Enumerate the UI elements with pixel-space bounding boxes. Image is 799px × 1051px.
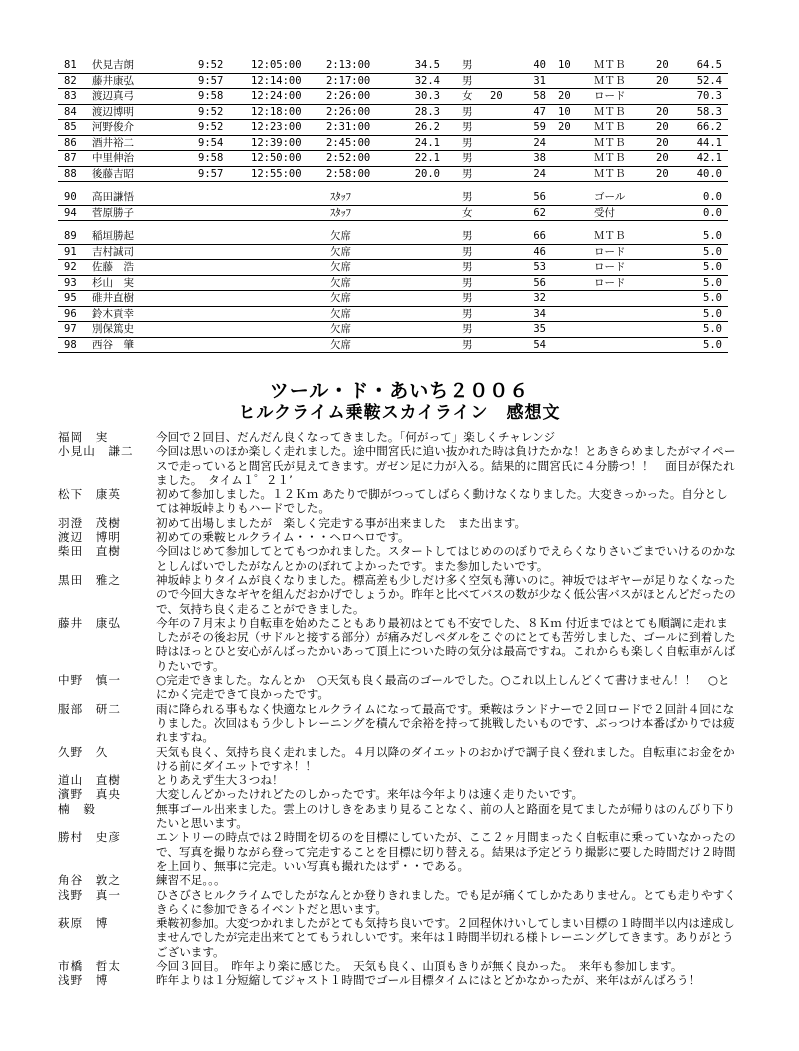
- entry-status: 欠席: [330, 292, 351, 304]
- table-row: [58, 206, 728, 222]
- entry-number: 88: [64, 167, 77, 180]
- author-name: 浅野 博: [58, 973, 109, 988]
- entry-number: 87: [64, 152, 77, 164]
- elapsed-time: 2:26:00: [326, 90, 371, 102]
- start-time: 9:52: [198, 105, 224, 118]
- sex: 男: [462, 323, 473, 335]
- essay-text: 初めて参加しました。１２Ｋｍ あたりで脚がつってしばらく動けなくなりました。大変きっかった。自分としては神坂峠よりもハードでした。: [156, 487, 728, 516]
- essay-entry: [58, 787, 738, 801]
- finish-time: 12:14:00: [251, 74, 302, 87]
- table-row: [58, 120, 728, 136]
- class-points: 20: [656, 167, 669, 180]
- elapsed-time: 2:45:00: [326, 136, 371, 149]
- essay-entry: [58, 430, 738, 444]
- bike-type: ロード: [594, 245, 626, 258]
- sex: 男: [462, 105, 473, 118]
- entry-number: 95: [64, 292, 77, 304]
- author-name: 中野 慎一: [58, 673, 121, 688]
- essay-entry: [58, 773, 738, 787]
- rider-name: 稲垣勝起: [92, 230, 134, 242]
- sex: 男: [462, 261, 473, 273]
- score: 5.0: [703, 338, 722, 351]
- rider-name: 鈴木貢幸: [92, 307, 134, 320]
- author-name: 羽澄 茂樹: [58, 515, 121, 530]
- entry-number: 86: [64, 136, 77, 149]
- score: 5.0: [703, 292, 722, 304]
- entry-number: 92: [64, 261, 77, 273]
- bike-type: ＭＴＢ: [594, 121, 626, 133]
- essay-entry: [58, 702, 738, 745]
- table-row: [58, 89, 728, 105]
- essay-text: とりあえず生大３つね！: [156, 773, 284, 788]
- results-finishers: [58, 58, 728, 182]
- age: 59: [533, 121, 546, 133]
- start-time: 9:52: [198, 121, 224, 133]
- table-row: [58, 58, 728, 74]
- table-row: [58, 136, 728, 152]
- elapsed-time: 2:26:00: [326, 105, 371, 118]
- age: 62: [533, 206, 546, 219]
- bike-type: ロード: [594, 90, 626, 102]
- essay-text: 昨年よりは１分短縮してジャスト１時間でゴール目標タイムにはとどかなかったが、来年はがんばろう！: [156, 973, 701, 988]
- score: 52.4: [696, 74, 722, 87]
- start-time: 9:52: [198, 59, 224, 71]
- table-row: [58, 245, 728, 261]
- class-points: 20: [656, 74, 669, 87]
- finish-time: 12:39:00: [251, 136, 302, 149]
- author-name: 萩原 博: [58, 916, 109, 931]
- score: 42.1: [696, 152, 722, 164]
- score: 5.0: [703, 276, 722, 289]
- bike-type: ＭＴＢ: [594, 105, 626, 118]
- bike-type: ＭＴＢ: [594, 59, 626, 71]
- speed-value: 20.0: [414, 167, 440, 180]
- score: 5.0: [703, 230, 722, 242]
- section-title: ヒルクライム乗鞍スカイライン 感想文: [238, 403, 561, 423]
- essay-text: 今回はじめて参加してとてもつかれました。スタートしてはじめののぼりでえらくなりさいごまでいけるのかなとしんぱいでしたがなんとかのぼれてよかったです。また参加したいです。: [156, 544, 736, 573]
- rider-name: 高田謙悟: [92, 191, 134, 203]
- essay-text: 雨に降られる事もなく快適なヒルクライムになって最高です。乗鞍はランドナーで２回ロードで２回計４回になりました。次回はもう少しトレーニングを積んで余裕を持って挑戦したいものです、ぶっつけ本番ばかりでは疲れますね。: [156, 701, 735, 745]
- table-row: [58, 229, 728, 245]
- essay-entry: [58, 444, 738, 487]
- event-title: ツール・ド・あいち２００６: [269, 380, 530, 402]
- start-time: 9:57: [198, 167, 224, 180]
- results-staff: [58, 190, 728, 221]
- finish-time: 12:24:00: [251, 90, 302, 102]
- entry-number: 96: [64, 307, 77, 320]
- elapsed-time: 2:31:00: [326, 121, 371, 133]
- essay-text: 今回は思いのほか楽しく走れました。途中間宮氏に追い抜かれた時は負けたかな！とあきらめましたがマイペースで走っていると間宮氏が見えてきます。ガゼン足に力が入る。結果的に間宮氏に４分勝つ！！ 面目が保たれました。 タイム１゜２１’: [156, 444, 736, 487]
- sex: 男: [462, 292, 473, 304]
- score: 64.5: [696, 59, 722, 71]
- class-points: 20: [656, 152, 669, 164]
- speed-value: 24.1: [414, 136, 440, 149]
- entry-status: 欠席: [330, 276, 351, 289]
- score: 58.3: [696, 105, 722, 118]
- essay-entry: [58, 616, 738, 673]
- score: 5.0: [703, 323, 722, 335]
- speed-value: 32.4: [414, 74, 440, 87]
- author-name: 小見山 謙二: [58, 444, 134, 459]
- start-time: 9:58: [198, 90, 224, 102]
- class-points: 20: [656, 105, 669, 118]
- sex: 男: [462, 245, 473, 258]
- rider-name: 中里伸治: [92, 152, 134, 164]
- elapsed-time: 2:13:00: [326, 59, 371, 71]
- age: 34: [533, 307, 546, 320]
- rider-name: 後藤吉昭: [92, 167, 134, 180]
- start-time: 9:54: [198, 136, 224, 149]
- entry-number: 82: [64, 74, 77, 87]
- table-row: [58, 260, 728, 276]
- age: 56: [533, 191, 546, 203]
- rider-name: 伏見吉朗: [92, 59, 134, 71]
- essay-text: 神坂峠よりタイムが良くなりました。標高差も少しだけ多く空気も薄いのに。神坂ではギヤーが足りなくなったので今回大きなギヤを組んだおかげでしょうか。昨年と比べてバスの数が少なく低公害バスがほとんどだったので、気持ち良く走ることができました。: [156, 572, 736, 616]
- essay-text: エントリーの時点では２時間を切るのを目標にしていたが、ここ２ヶ月間まったく自転車に乗っていなかったので、写真を撮りながら登って完走することを目標に切り替える。結果は予定どうり撮影に要した時間だけ２時間を上回り、無事に完走。いい写真も撮れたはず・・である。: [156, 830, 736, 873]
- entry-status: 欠席: [330, 323, 351, 335]
- rider-name: 別保篤史: [92, 323, 134, 335]
- author-name: 久野 久: [58, 744, 109, 759]
- speed-value: 28.3: [414, 105, 440, 118]
- author-name: 浅野 真一: [58, 887, 121, 902]
- essay-entry: [58, 802, 738, 831]
- essay-entry: [58, 830, 738, 873]
- score: 70.3: [696, 90, 722, 102]
- essay-entry: [58, 959, 738, 973]
- results-table: [58, 58, 728, 353]
- table-row: [58, 151, 728, 167]
- table-row: [58, 167, 728, 183]
- sex: 男: [462, 121, 473, 133]
- age: 66: [533, 230, 546, 242]
- table-row: [58, 190, 728, 206]
- essay-entry: [58, 573, 738, 616]
- entry-status: ｽﾀｯﾌ: [330, 191, 351, 203]
- bike-type: ＭＴＢ: [594, 152, 626, 164]
- rider-name: 渡辺博明: [92, 105, 134, 118]
- author-name: 角谷 敦之: [58, 873, 121, 888]
- bike-type: ゴール: [594, 191, 626, 203]
- entry-number: 91: [64, 245, 77, 258]
- bike-type: ＭＴＢ: [594, 74, 626, 87]
- sex: 男: [462, 59, 473, 71]
- essay-entry: [58, 888, 738, 917]
- score: 40.0: [696, 167, 722, 180]
- entry-number: 84: [64, 105, 77, 118]
- essay-entry: [58, 487, 738, 516]
- results-absent: [58, 229, 728, 353]
- entry-number: 85: [64, 121, 77, 133]
- sex: 男: [462, 338, 473, 351]
- rider-name: 菅原勝子: [92, 206, 134, 219]
- author-name: 渡辺 博明: [58, 530, 121, 545]
- essay-text: 練習不足。。。: [156, 873, 226, 888]
- age: 58: [533, 90, 546, 102]
- author-name: 松下 康英: [58, 487, 121, 502]
- table-row: [58, 338, 728, 354]
- age: 47: [533, 105, 546, 118]
- elapsed-time: 2:52:00: [326, 152, 371, 164]
- sex: 女: [462, 206, 473, 219]
- essay-text: 大変しんどかったけれどたのしかったです。来年は今年よりは速く走りたいです。: [156, 787, 584, 802]
- group-spacer: [58, 221, 728, 229]
- essay-text: ○完走できました。なんとか ○天気も良く最高のゴールでした。○これ以上しんどくて書けません！！ ○とにかく完走できて良かったです。: [156, 673, 730, 702]
- rider-name: 吉村誠司: [92, 245, 134, 258]
- score: 5.0: [703, 261, 722, 273]
- essay-entry: [58, 973, 738, 987]
- sex: 男: [462, 307, 473, 320]
- finish-time: 12:05:00: [251, 59, 302, 71]
- entry-number: 94: [64, 206, 77, 219]
- author-name: 濱野 真央: [58, 787, 121, 802]
- age: 53: [533, 261, 546, 273]
- entry-number: 98: [64, 338, 77, 351]
- score: 5.0: [703, 307, 722, 320]
- entry-status: 欠席: [330, 338, 351, 351]
- essay-entry: [58, 673, 738, 702]
- elapsed-time: 2:58:00: [326, 167, 371, 180]
- entry-status: 欠席: [330, 307, 351, 320]
- age: 54: [533, 338, 546, 351]
- age-points: 10: [558, 59, 571, 71]
- entry-status: 欠席: [330, 230, 351, 242]
- age: 38: [533, 152, 546, 164]
- author-name: 勝村 史彦: [58, 830, 121, 845]
- essay-text: 今年の７月末より自転車を始めたこともあり最初はとても不安でした、８Ｋｍ 付近まではとても順調に走れましたがその後お尻（サドルと接する部分）が痛みだしペダルをこぐのにとても苦労しました、ゴールに到着した時はほっとひと安心がんばったかいあって頂上についた時の気分は最高ですね。これからも楽しく自転車がんばりたいです。: [156, 615, 736, 673]
- bike-type: ＭＴＢ: [594, 167, 626, 180]
- sex: 男: [462, 167, 473, 180]
- group-spacer: [58, 182, 728, 190]
- entry-number: 90: [64, 191, 77, 203]
- essay-entry: [58, 516, 738, 530]
- bike-type: 受付: [594, 206, 615, 219]
- finish-time: 12:23:00: [251, 121, 302, 133]
- essay-entry: [58, 544, 738, 573]
- essay-text: 乗鞍初参加。大変つかれましたがとても気持ち良いです。２回程休けいしてしまい目標の１時間半以内は達成しませんでしたが完走出来てとてもうれしいです。来年は１時間半切れる様トレーニングしてきます。ありがとうございます。: [156, 916, 735, 959]
- entry-number: 97: [64, 323, 77, 335]
- speed-value: 30.3: [414, 90, 440, 102]
- rider-name: 酒井裕二: [92, 136, 134, 149]
- rider-name: 河野俊介: [92, 121, 134, 133]
- sex: 男: [462, 74, 473, 87]
- author-name: 福岡 実: [58, 430, 109, 444]
- entry-number: 81: [64, 59, 77, 71]
- entry-status: 欠席: [330, 261, 351, 273]
- sex: 男: [462, 276, 473, 289]
- rider-name: 碓井直樹: [92, 292, 134, 304]
- sex: 男: [462, 191, 473, 203]
- essay-text: 無事ゴール出来ました。雲上のけしきをあまり見ることなく、前の人と路面を見てましたが帰りはのんびり下りたいと思います。: [156, 801, 736, 831]
- bike-type: ロード: [594, 261, 626, 273]
- age-points: 20: [558, 90, 571, 102]
- essay-text: 天気も良く、気持ち良く走れました。４月以降のダイエットのおかげで調子良く登れました。自転車にお金をかける前にダイエットですネ！！: [156, 744, 735, 773]
- essay-entry: [58, 530, 738, 544]
- essay-entry: [58, 873, 738, 887]
- class-points: 20: [656, 136, 669, 149]
- score: 5.0: [703, 245, 722, 258]
- age: 32: [533, 292, 546, 304]
- sex: 男: [462, 152, 473, 164]
- age: 56: [533, 276, 546, 289]
- author-name: 道山 直樹: [58, 773, 121, 788]
- sex: 男: [462, 230, 473, 242]
- table-row: [58, 291, 728, 307]
- sex-points: 20: [490, 90, 503, 102]
- speed-value: 34.5: [414, 59, 440, 71]
- age: 35: [533, 323, 546, 335]
- finish-time: 12:55:00: [251, 167, 302, 180]
- table-row: [58, 276, 728, 292]
- rider-name: 杉山 実: [92, 276, 134, 289]
- finish-time: 12:50:00: [251, 152, 302, 164]
- author-name: 楠 毅: [58, 801, 96, 816]
- author-name: 黒田 雅之: [58, 572, 121, 587]
- table-row: [58, 307, 728, 323]
- start-time: 9:58: [198, 152, 224, 164]
- score: 0.0: [703, 191, 722, 203]
- essay-entry: [58, 916, 738, 959]
- author-name: 服部 研二: [58, 701, 121, 716]
- essay-entry: [58, 745, 738, 774]
- score: 66.2: [696, 121, 722, 133]
- class-points: 20: [656, 121, 669, 133]
- finish-time: 12:18:00: [251, 105, 302, 118]
- sex: 男: [462, 136, 473, 149]
- sex: 女: [462, 90, 473, 102]
- score: 44.1: [696, 136, 722, 149]
- bike-type: ＭＴＢ: [594, 230, 626, 242]
- class-points: 20: [656, 59, 669, 71]
- entry-status: ｽﾀｯﾌ: [330, 206, 351, 219]
- age-points: 20: [558, 121, 571, 133]
- table-row: [58, 322, 728, 338]
- age: 24: [533, 136, 546, 149]
- essay-text: 初めての乗鞍ヒルクライム・・・ヘロヘロです。: [156, 530, 410, 545]
- essay-text: 今回で２回目、だんだん良くなってきました。「何がって」楽しくチャレンジ: [156, 430, 556, 444]
- essay-text: 今回３回目。 昨年より楽に感じた。 天気も良く、山頂もきりが無く良かった。 来年も参加します。: [156, 958, 683, 973]
- age: 46: [533, 245, 546, 258]
- bike-type: ロード: [594, 276, 626, 289]
- essay-list: [58, 430, 738, 988]
- author-name: 市橋 哲太: [58, 958, 121, 973]
- elapsed-time: 2:17:00: [326, 74, 371, 87]
- entry-number: 83: [64, 90, 77, 102]
- age: 40: [533, 59, 546, 71]
- essay-text: ひさびさヒルクライムでしたがなんとか登りきれました。でも足が痛くてしかたありません。とても走りやすくきらくに参加できるイベントだと思います。: [156, 887, 736, 916]
- age-points: 10: [558, 105, 571, 118]
- rider-name: 藤井康弘: [92, 74, 134, 87]
- bike-type: ＭＴＢ: [594, 136, 626, 149]
- author-name: 柴田 直樹: [58, 544, 121, 559]
- entry-number: 93: [64, 276, 77, 289]
- rider-name: 渡辺真弓: [92, 90, 134, 102]
- table-row: [58, 105, 728, 121]
- score: 0.0: [703, 206, 722, 219]
- start-time: 9:57: [198, 74, 224, 87]
- rider-name: 佐藤 浩: [92, 261, 134, 273]
- entry-number: 89: [64, 230, 77, 242]
- entry-status: 欠席: [330, 245, 351, 258]
- age: 24: [533, 167, 546, 180]
- speed-value: 22.1: [414, 152, 440, 164]
- author-name: 藤井 康弘: [58, 615, 121, 630]
- table-row: [58, 74, 728, 90]
- rider-name: 西谷 肇: [92, 338, 134, 351]
- speed-value: 26.2: [414, 121, 440, 133]
- age: 31: [533, 74, 546, 87]
- essay-text: 初めて出場しましたが 楽しく完走する事が出来ました また出ます。: [156, 515, 527, 530]
